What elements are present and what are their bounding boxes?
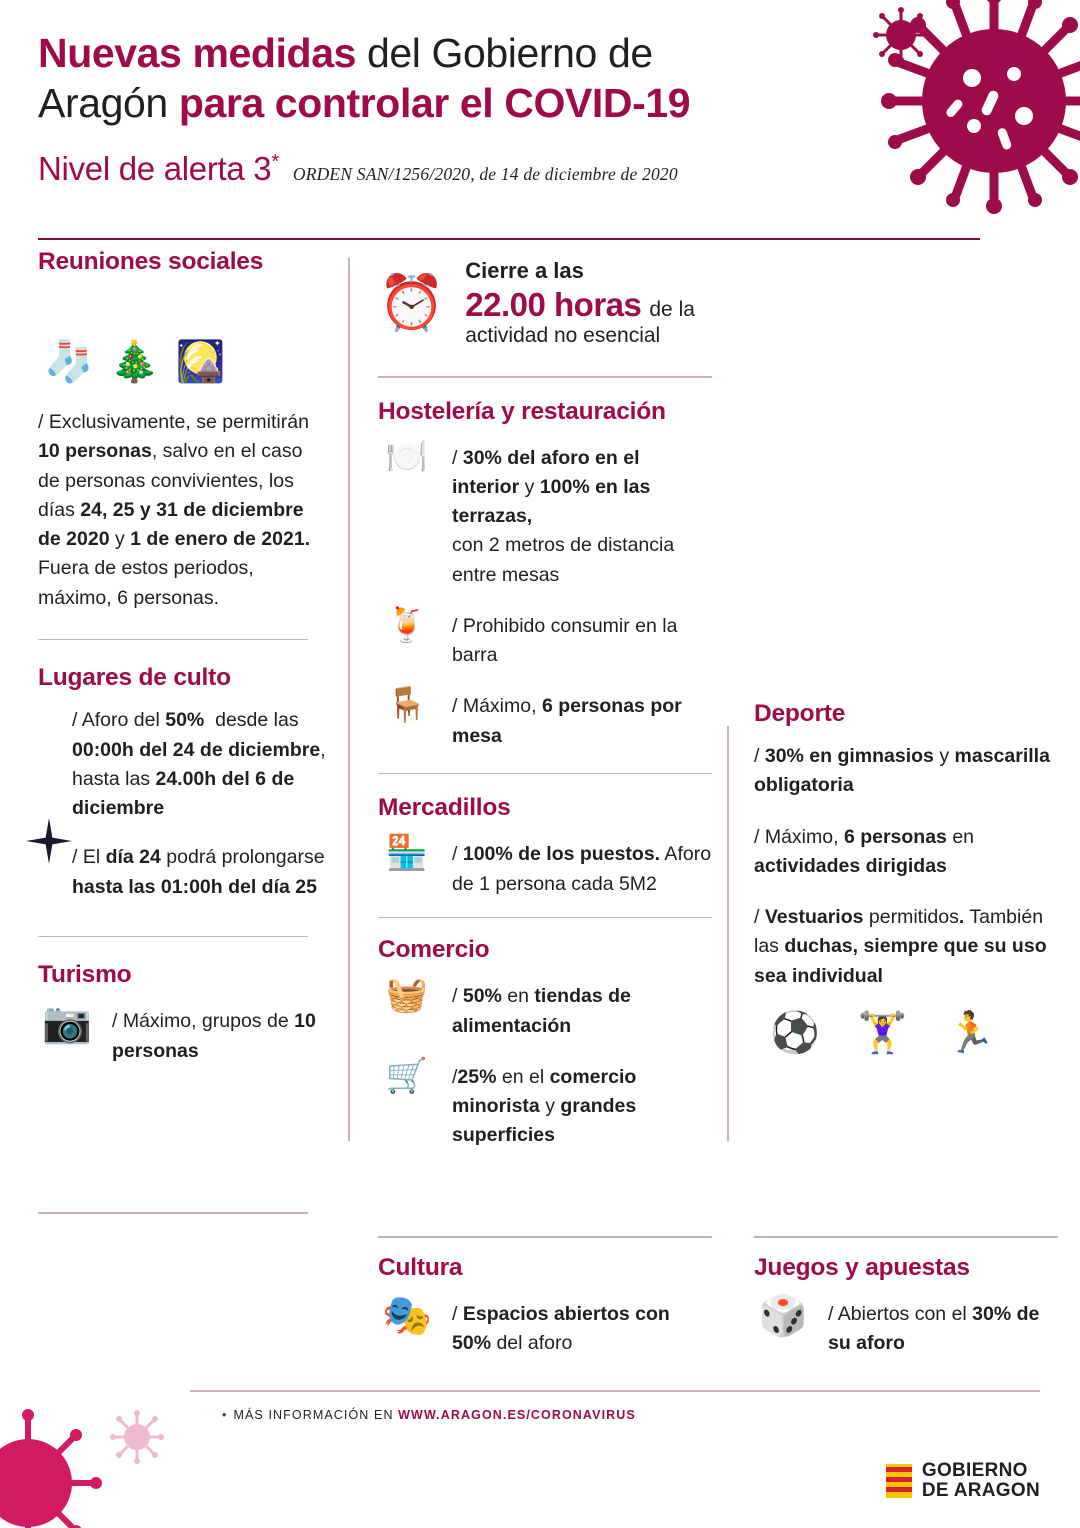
worship-item-2: / El día 24 podrá prolongarse hasta las 01:00h del día 25 xyxy=(72,846,325,898)
closing-rest: de la actividad no esencial xyxy=(465,298,695,347)
header xyxy=(0,0,1080,248)
hospitality-item-2 xyxy=(378,605,712,671)
title-part-3: Aragón xyxy=(38,80,179,127)
weightlifter-icon: 🏋️‍♀️ xyxy=(857,1010,908,1055)
divider-center-2 xyxy=(378,773,712,775)
hospitality-items xyxy=(378,437,712,751)
hospitality-item-3 xyxy=(378,688,712,751)
vertical-divider-2 xyxy=(727,726,729,1141)
tourism-row xyxy=(38,1003,328,1066)
footer xyxy=(0,1382,1080,1528)
section-title-tourism: Turismo xyxy=(38,961,132,989)
bottom-right xyxy=(728,1236,1058,1376)
hospitality-item-1 xyxy=(378,437,712,590)
christmas-stocking-icon: 🧦 xyxy=(44,340,94,384)
culture-text: / Espacios abiertos con 50% del aforo xyxy=(452,1302,670,1354)
center-column xyxy=(350,248,728,1169)
food-cloche-icon: 🍽️ xyxy=(385,437,429,476)
tourism-text: / Máximo, grupos de 10 personas xyxy=(112,1010,316,1062)
section-title-culture: Cultura xyxy=(378,1253,463,1281)
alert-level xyxy=(38,150,279,188)
hospitality-item-1-text: / 30% del aforo en el interior y 100% en las terrazas, con 2 metros de distancia entre mesas xyxy=(452,446,675,586)
bullet-icon: • xyxy=(222,1408,228,1422)
section-title-gambling: Juegos y apuestas xyxy=(754,1253,970,1281)
closing-time-row xyxy=(378,248,712,348)
sparkle-star-icon xyxy=(26,818,72,864)
main-content xyxy=(0,248,1080,1169)
aragon-flag-icon xyxy=(886,1464,912,1498)
title-part-1: Nuevas medidas xyxy=(38,30,356,76)
alert-asterisk: * xyxy=(271,151,279,174)
bottom-left xyxy=(38,1236,350,1376)
runner-icon: 🏃 xyxy=(945,1010,996,1055)
section-title-hospitality: Hostelería y restauración xyxy=(378,397,666,425)
markets-text: / 100% de los puestos. Aforo de 1 persona cada 5M2 xyxy=(452,843,712,895)
section-title-markets: Mercadillos xyxy=(378,794,511,822)
title-part-2: del Gobierno de xyxy=(356,30,653,76)
worship-item-1: / Aforo del 50% desde las 00:00h del 24 de diciembre, hasta las 24.00h del 6 de diciembre xyxy=(72,709,326,819)
culture-row xyxy=(378,1293,712,1359)
social-text: / Exclusivamente, se permitirán 10 personas, salvo en el caso de personas convivientes, los días 24, 25 y 31 de diciembre de 2020 y 1 de enero de 2021. Fuera de estos periodos, máximo, 6 personas. xyxy=(38,411,311,609)
divider-left-3 xyxy=(38,1212,308,1214)
christmas-bauble-icon: 🎑 xyxy=(175,340,226,384)
sport-item-3: / Vestuarios permitidos. También las duchas, siempre que su uso sea individual xyxy=(754,906,1047,987)
gov-line-1: GOBIERNO xyxy=(921,1459,1028,1481)
commerce-item-2 xyxy=(378,1056,712,1151)
christmas-icons xyxy=(44,290,328,382)
alert-level-text: Nivel de alerta 3 xyxy=(38,150,272,188)
theatre-masks-icon: 🎭 xyxy=(382,1293,432,1338)
soccer-ball-icon: ⚽ xyxy=(770,1010,820,1055)
coronavirus-small-icon xyxy=(872,6,930,64)
shopping-cart-icon: 🛒 xyxy=(385,1056,429,1095)
dice-icon: 🎲 xyxy=(758,1293,808,1338)
commerce-item-1-text: / 50% en tiendas de alimentación xyxy=(452,985,631,1037)
bottom-center xyxy=(350,1236,728,1376)
divider-right-1 xyxy=(754,1236,1058,1238)
vertical-divider-1 xyxy=(348,258,350,1141)
more-info-label: MÁS INFORMACIÓN EN xyxy=(233,1408,394,1422)
coronavirus-bottom-small-icon xyxy=(108,1408,166,1466)
commerce-item-1 xyxy=(378,978,712,1041)
divider-center-1 xyxy=(378,376,712,378)
section-title-social: Reuniones sociales xyxy=(38,248,264,275)
cocktail-icon: 🍹 xyxy=(385,605,429,644)
divider-left-2 xyxy=(38,936,308,938)
section-title-commerce: Comercio xyxy=(378,936,490,964)
divider-left-1 xyxy=(38,639,308,641)
camera-icon: 📷 xyxy=(42,1001,92,1046)
divider-center-4 xyxy=(378,1236,712,1238)
page-title xyxy=(38,28,868,128)
bottom-band xyxy=(0,1236,1080,1376)
footer-divider xyxy=(190,1390,1040,1392)
table-chairs-icon: 🪑 xyxy=(385,686,429,725)
closing-hours: 22.00 horas xyxy=(465,286,642,323)
closing-label: Cierre a las xyxy=(465,258,584,283)
worship-block xyxy=(38,706,328,902)
left-column xyxy=(38,248,350,1169)
website-url[interactable]: WWW.ARAGON.ES/CORONAVIRUS xyxy=(398,1408,636,1422)
title-part-4: para controlar el COVID-19 xyxy=(178,80,691,127)
government-logo xyxy=(886,1461,1040,1502)
gambling-row xyxy=(754,1293,1058,1359)
markets-row xyxy=(378,836,712,899)
commerce-item-2-text: /25% en el comercio minorista y grandes superficies xyxy=(452,1065,637,1147)
hospitality-item-3-text: / Máximo, 6 personas por mesa xyxy=(452,695,682,747)
alarm-clock-icon: ⏰ xyxy=(378,273,446,333)
divider-center-3 xyxy=(378,917,712,919)
order-reference: ORDEN SAN/1256/2020, de 14 de diciembre de 2020 xyxy=(292,164,678,185)
right-column xyxy=(728,248,1058,1169)
christmas-tree-icon: 🎄 xyxy=(109,340,160,384)
market-stall-icon: 🏪 xyxy=(385,834,429,873)
food-basket-icon: 🧺 xyxy=(385,976,429,1015)
hospitality-item-2-text: / Prohibido consumir en la barra xyxy=(452,614,678,666)
sport-item-1: / 30% en gimnasios y mascarilla obligatoria xyxy=(754,745,1050,797)
sport-item-2: / Máximo, 6 personas en actividades dirigidas xyxy=(754,825,975,877)
more-info xyxy=(222,1408,636,1422)
header-divider xyxy=(38,238,980,240)
sport-icons xyxy=(754,1010,1058,1055)
section-title-worship: Lugares de culto xyxy=(38,664,231,692)
section-title-sport: Deporte xyxy=(754,700,846,727)
gov-line-2: DE ARAGON xyxy=(921,1480,1040,1502)
gambling-text: / Abiertos con el 30% de su aforo xyxy=(828,1302,1040,1354)
